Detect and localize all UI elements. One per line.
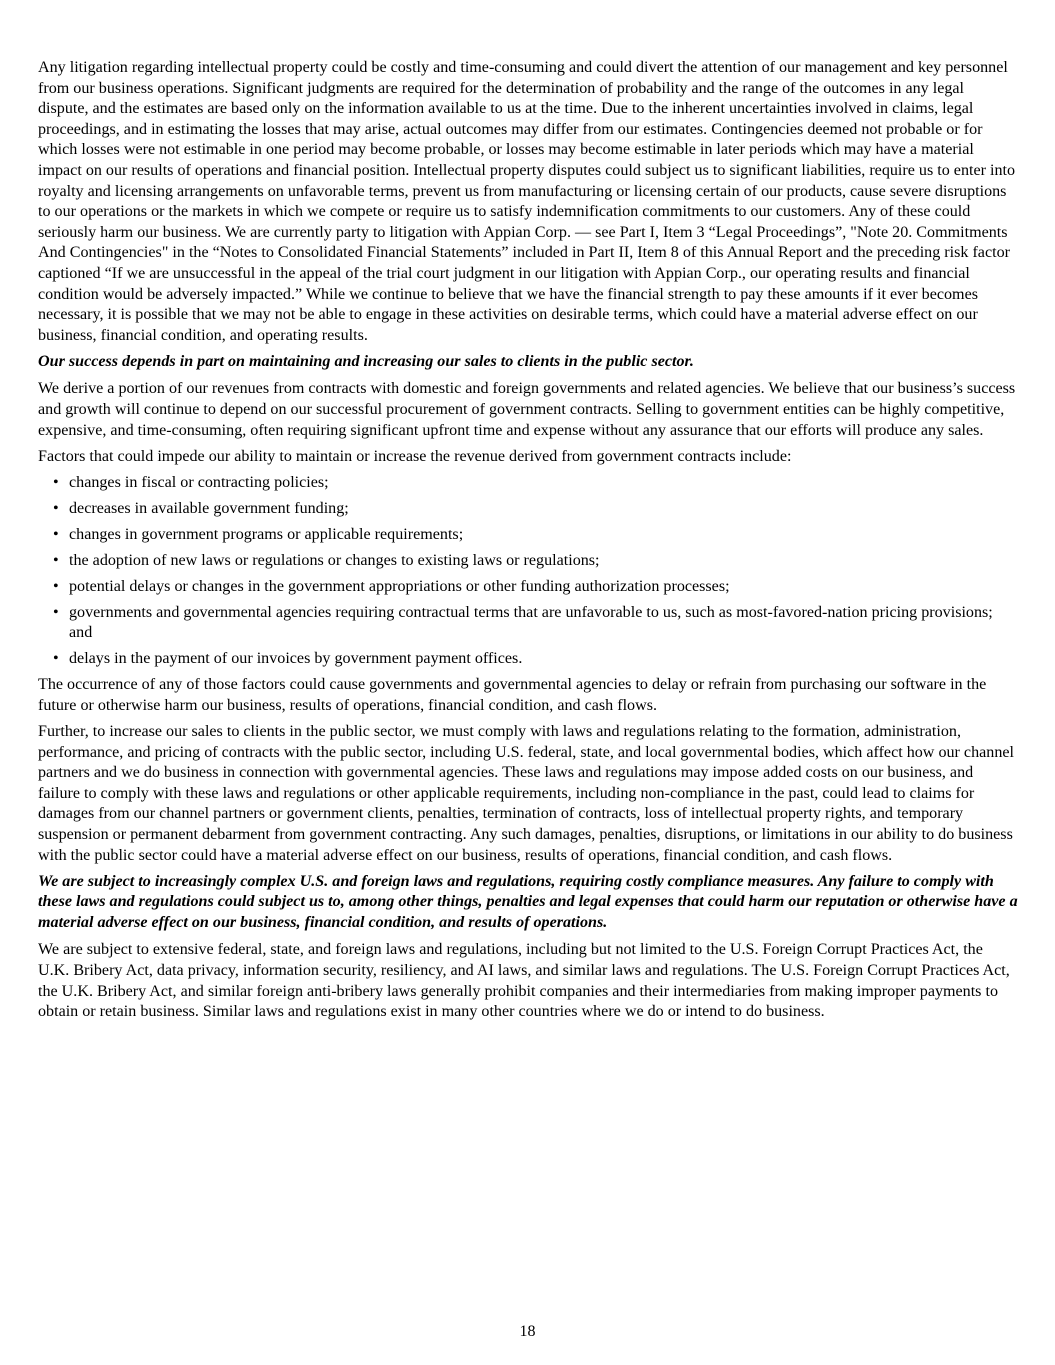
paragraph-government-contracts: We derive a portion of our revenues from contracts with domestic and foreign governments and related agencies. We believe that our business’s success and growth will continue to depend on our successful procurement of government contracts. Selling to government entities can be highly competitive, expensive, and time-consuming, often requiring significant upfront time and expense without any assurance that our efforts will produce any sales. xyxy=(38,380,1016,439)
bullet-item xyxy=(51,473,1018,494)
factors-bullet-list xyxy=(38,473,1018,670)
bullet-dot: • xyxy=(53,473,59,491)
paragraph-anti-bribery: We are subject to extensive federal, state, and foreign laws and regulations, including but not limited to the U.S. Foreign Corrupt Practices Act, the U.K. Bribery Act, data privacy, information security, resiliency, and AI laws, and similar laws and regulations. The U.S. Foreign Corrupt Practices Act, the U.K. Bribery Act, and similar foreign anti-bribery laws generally prohibit companies and their intermediaries from making improper payments to obtain or retain business. Similar laws and regulations exist in many other countries where we do or intend to do business. xyxy=(38,941,1010,1021)
bullet-item xyxy=(51,603,1018,644)
bullet-dot: • xyxy=(53,499,59,517)
bullet-text: delays in the payment of our invoices by government payment offices. xyxy=(69,650,523,668)
heading-laws-and-regulations: We are subject to increasingly complex U.S. and foreign laws and regulations, requiring costly compliance measures. Any failure to comply with these laws and regulations could subject us to, among other things, penalties and legal expenses that could harm our reputation or otherwise have a material adverse effect on our business, financial condition, and results of operations. xyxy=(38,872,1018,931)
bullet-text: changes in fiscal or contracting policies; xyxy=(69,473,329,491)
bullet-text: potential delays or changes in the government appropriations or other funding authorization processes; xyxy=(69,577,730,595)
paragraph-factors-intro: Factors that could impede our ability to maintain or increase the revenue derived from government contracts include: xyxy=(38,447,792,465)
bullet-dot: • xyxy=(53,551,59,569)
bullet-text: decreases in available government funding; xyxy=(69,499,349,517)
paragraph-factors-consequences: The occurrence of any of those factors could cause governments and governmental agencies to delay or refrain from purchasing our software in the future or otherwise harm our business, results of operations, financial condition, and cash flows. xyxy=(38,676,987,714)
paragraph-litigation-ip: Any litigation regarding intellectual property could be costly and time-consuming and could divert the attention of our management and key personnel from our business operations. Significant judgments are required for the determination of probability and the range of the outcomes in any legal dispute, and the estimates are based only on the information available to us at the time. Due to the inherent uncertainties involved in claims, legal proceedings, and in estimating the losses that may arise, actual outcomes may differ from our estimates. Contingencies deemed not probable or for which losses were not estimable in one period may become probable, or losses may become estimable in later periods which may have a material impact on our results of operations and financial position. Intellectual property disputes could subject us to significant liabilities, require us to enter into royalty and licensing arrangements on unfavorable terms, prevent us from manufacturing or licensing certain of our products, cause severe disruptions to our operations or the markets in which we compete or require us to satisfy indemnification commitments to our customers. Any of these could seriously harm our business. We are currently party to litigation with Appian Corp. — see Part I, Item 3 “Legal Proceedings”, "Note 20. Commitments And Contingencies" in the “Notes to Consolidated Financial Statements” included in Part II, Item 8 of this Annual Report and the preceding risk factor captioned “If we are unsuccessful in the appeal of the trial court judgment in our litigation with Appian Corp., our operating results and financial condition would be adversely impacted.” While we continue to believe that we have the financial strength to pay these amounts if it ever becomes necessary, it is possible that we may not be able to engage in these activities on desirable terms, which could have a material adverse effect on our business, financial condition, and operating results. xyxy=(38,59,1016,344)
bullet-item xyxy=(51,577,1018,598)
bullet-text: governments and governmental agencies requiring contractual terms that are unfavorable to us, such as most-favored-nation pricing provisions; and xyxy=(69,603,993,642)
bullet-text: changes in government programs or applicable requirements; xyxy=(69,525,464,543)
paragraph-public-sector-compliance: Further, to increase our sales to clients in the public sector, we must comply with laws and regulations relating to the formation, administration, performance, and pricing of contracts with the public sector, including U.S. federal, state, and local governmental bodies, which affect how our channel partners and we do business in connection with governmental agencies. These laws and regulations may impose added costs on our business, and failure to comply with these laws and regulations or other applicable requirements, including non-compliance in the past, could lead to claims for damages from our channel partners or government clients, penalties, termination of contracts, loss of intellectual property rights, and temporary suspension or permanent debarment from government contracting. Any such damages, penalties, disruptions, or limitations in our ability to do business with the public sector could have a material adverse effect on our business, results of operations, financial condition, and cash flows. xyxy=(38,722,1014,864)
page-number: 18 xyxy=(519,1323,536,1340)
bullet-dot: • xyxy=(53,603,59,621)
bullet-dot: • xyxy=(53,650,59,668)
bullet-dot: • xyxy=(53,525,59,543)
bullet-dot: • xyxy=(53,577,59,595)
bullet-text: the adoption of new laws or regulations or changes to existing laws or regulations; xyxy=(69,551,600,569)
bullet-item xyxy=(51,649,1018,670)
bullet-item xyxy=(51,551,1018,572)
bullet-item xyxy=(51,499,1018,520)
heading-public-sector-sales: Our success depends in part on maintaining and increasing our sales to clients in the public sector. xyxy=(38,352,694,370)
bullet-item xyxy=(51,525,1018,546)
document-page xyxy=(38,58,1018,1028)
